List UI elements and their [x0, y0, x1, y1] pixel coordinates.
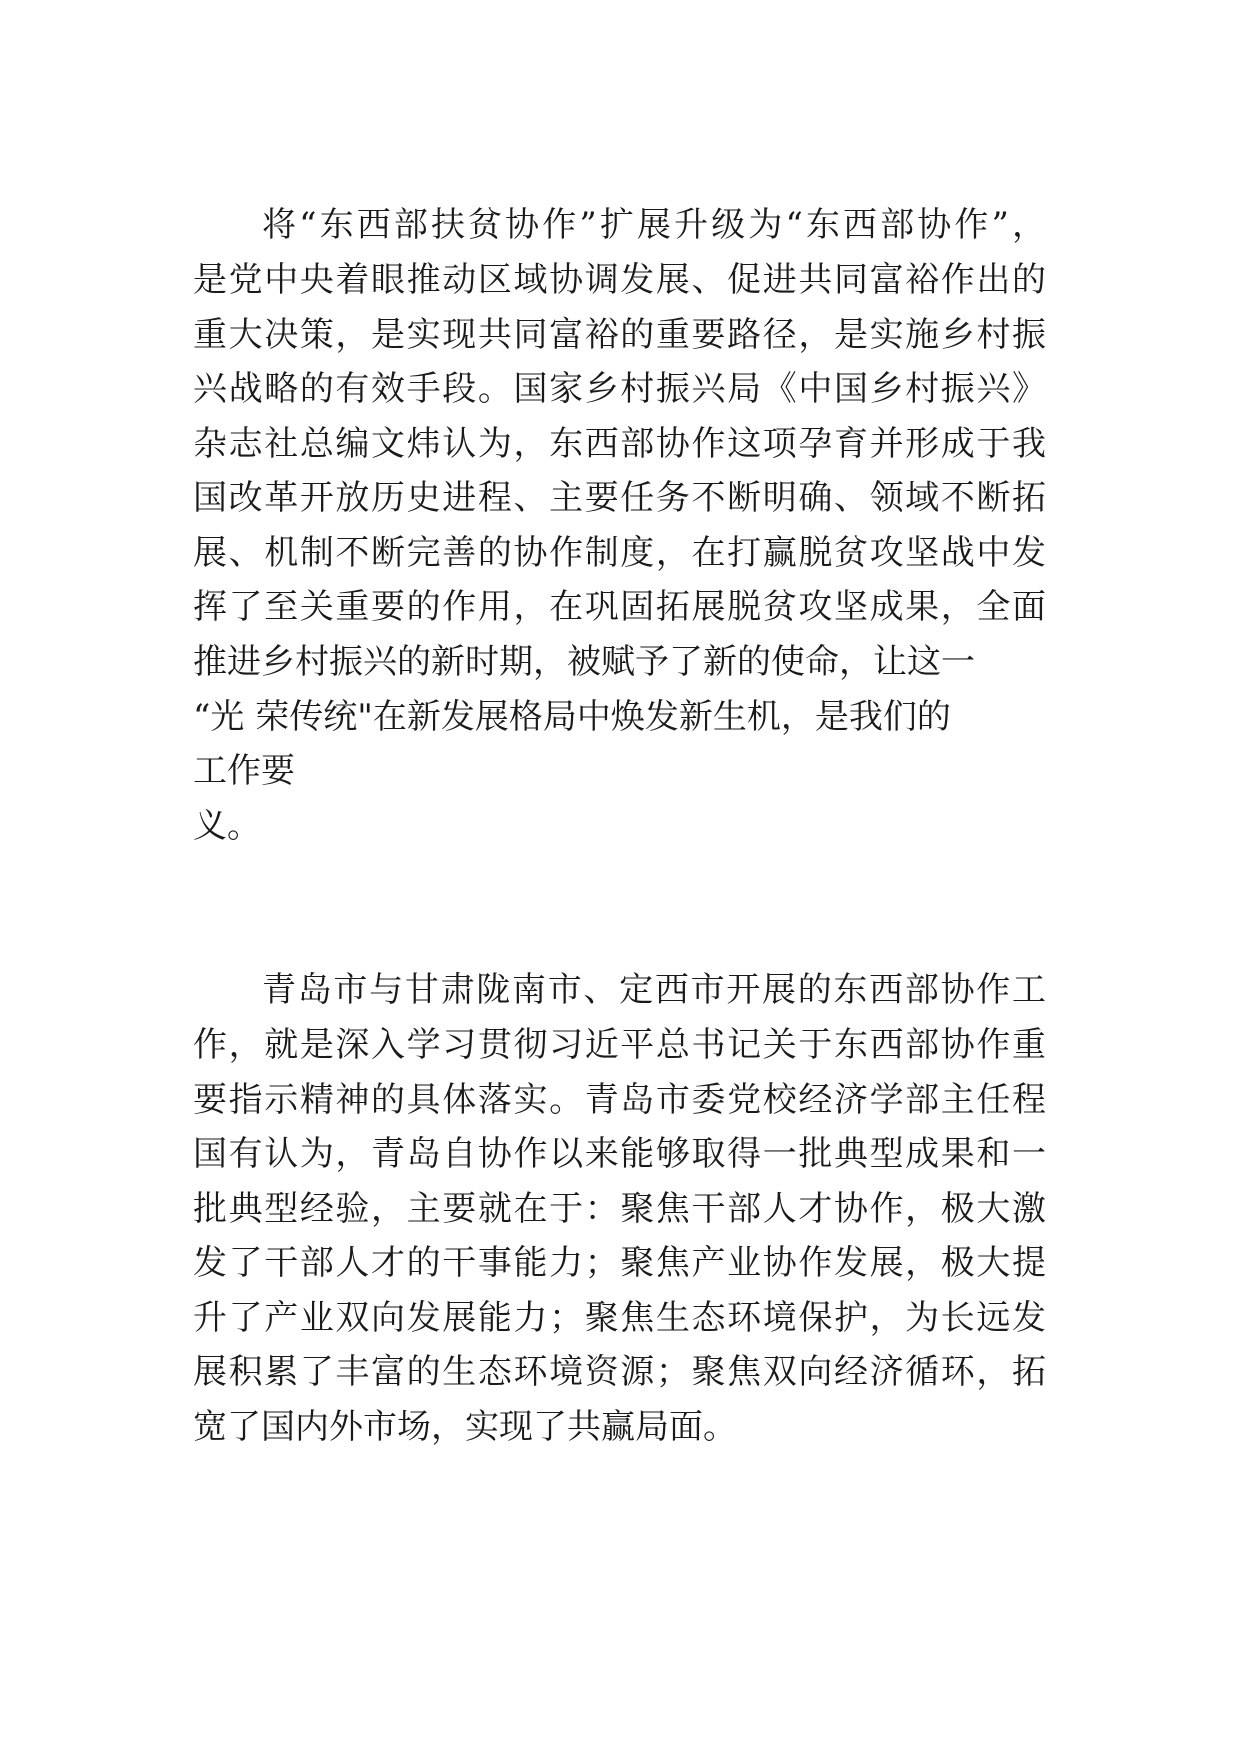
paragraph-line: 杂志社总编文炜认为，东西部协作这项孕育并形成于我 — [193, 424, 1046, 464]
paragraph-line: 作，就是深入学习贯彻习近平总书记关于东西部协作重 — [193, 1025, 1046, 1065]
paragraph-line: 青岛市与甘肃陇南市、定西市开展的东西部协作工 — [262, 970, 1046, 1010]
paragraph-line: 将“东西部扶贫协作”扩展升级为“东西部协作”， — [262, 205, 1046, 245]
paragraph-line: 展、机制不断完善的协作制度，在打赢脱贫攻坚战中发 — [193, 533, 1046, 573]
paragraph-line: 升了产业双向发展能力；聚焦生态环境保护，为长远发 — [193, 1298, 1046, 1338]
paragraph-line: 展积累了丰富的生态环境资源；聚焦双向经济循环，拓 — [193, 1352, 1046, 1392]
paragraph-line: 国改革开放历史进程、主要任务不断明确、领域不断拓 — [193, 478, 1046, 518]
paragraph-line: 批典型经验，主要就在于：聚焦干部人才协作，极大激 — [193, 1189, 1046, 1229]
paragraph-line: 义。 — [193, 806, 261, 846]
paragraph-line: 重大决策，是实现共同富裕的重要路径，是实施乡村振 — [193, 315, 1046, 355]
paragraph-line: 要指示精神的具体落实。青岛市委党校经济学部主任程 — [193, 1080, 1046, 1120]
paragraph-line: 是党中央着眼推动区域协调发展、促进共同富裕作出的 — [193, 260, 1046, 300]
paragraph-line: 兴战略的有效手段。国家乡村振兴局《中国乡村振兴》 — [193, 369, 1046, 409]
paragraph-line: 工作要 — [193, 751, 295, 791]
paragraph-line: 国有认为，青岛自协作以来能够取得一批典型成果和一 — [193, 1134, 1046, 1174]
paragraph-line: 宽了国内外市场，实现了共赢局面。 — [193, 1407, 737, 1447]
paragraph-line: “光 荣传统"在新发展格局中焕发新生机，是我们的 — [193, 697, 951, 737]
paragraph-line: 挥了至关重要的作用，在巩固拓展脱贫攻坚成果，全面 — [193, 587, 1046, 627]
paragraph-line: 推进乡村振兴的新时期，被赋予了新的使命，让这一 — [193, 642, 975, 682]
paragraph-line: 发了干部人才的干事能力；聚焦产业协作发展，极大提 — [193, 1243, 1046, 1283]
